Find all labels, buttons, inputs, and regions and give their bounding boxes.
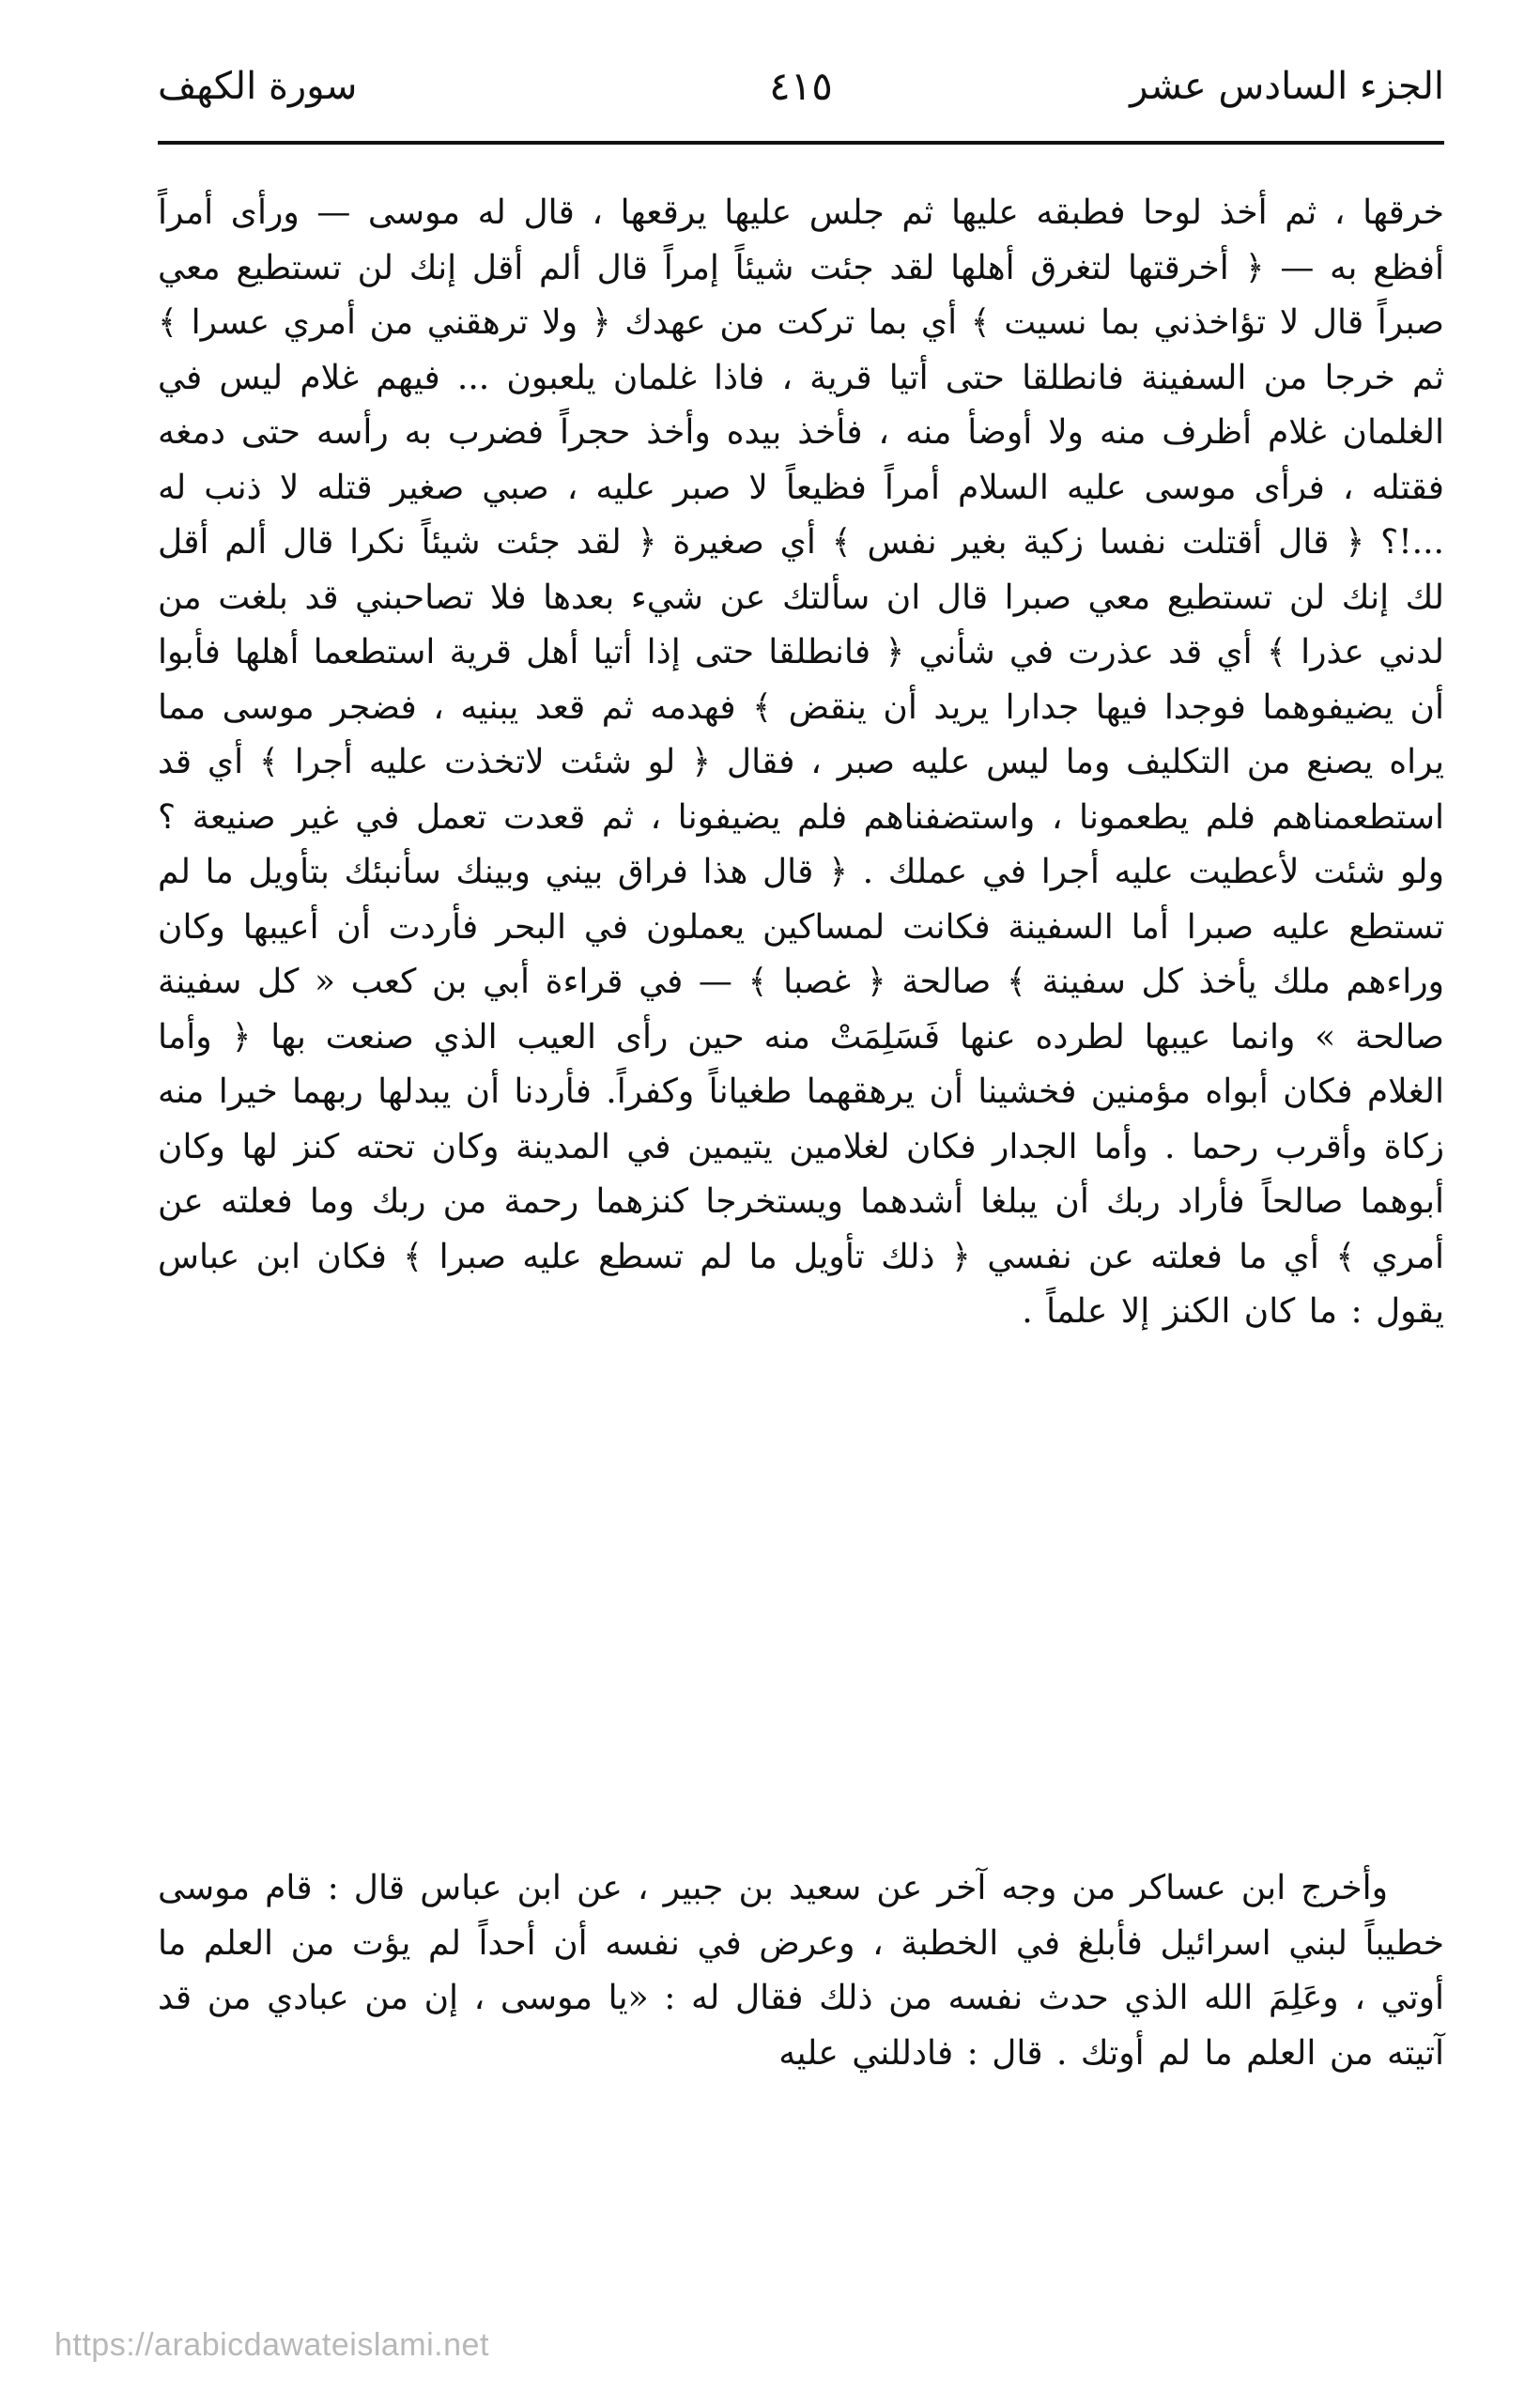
watermark-url: https://arabicdawateislami.net xyxy=(54,2327,489,2363)
paragraph: خرقها ، ثم أخذ لوحا فطبقه عليها ثم جلس عليها يرقعها ، قال له موسى — ورأى أمراً أفظع به — ﴿ أخرقتها لتغرق أهلها لقد جئت شيئاً إمراً قال ألم أقل إنك لن تستطيع معي صبراً قال لا تؤاخذني بما نسيت ﴾ أي بما تركت من عهدك ﴿ ولا ترهقني من أمري عسرا ﴾ ثم خرجا من السفينة فانطلقا حتى أتيا قرية ، فاذا غلمان يلعبون ... فيهم غلام ليس في الغلمان غلام أظرف منه ولا أوضأ منه ، فأخذ بيده وأخذ حجراً فضرب به رأسه حتى دمغه فقتله ، فرأى موسى عليه السلام أمراً فظيعاً لا صبر عليه ، صبي صغير قتله لا ذنب له ...!؟ ﴿ قال أقتلت نفسا زكية بغير نفس ﴾ أي صغيرة ﴿ لقد جئت شيئاً نكرا قال ألم أقل لك إنك لن تستطيع معي صبرا قال ان سألتك عن شيء بعدها فلا تصاحبني قد بلغت من لدني عذرا ﴾ أي قد عذرت في شأني ﴿ فانطلقا حتى إذا أتيا أهل قرية استطعما أهلها فأبوا أن يضيفوهما فوجدا فيها جدارا يريد أن ينقض ﴾ فهدمه ثم قعد يبنيه ، فضجر موسى مما يراه يصنع من التكليف وما ليس عليه صبر ، فقال ﴿ لو شئت لاتخذت عليه أجرا ﴾ أي قد استطعمناهم فلم يطعمونا ، واستضفناهم فلم يضيفونا ، ثم قعدت تعمل في غير صنيعة ؟ ولو شئت لأعطيت عليه أجرا في عملك . ﴿ قال هذا فراق بيني وبينك سأنبئك بتأويل ما لم تستطع عليه صبرا أما السفينة فكانت لمساكين يعملون في البحر فأردت أن أعيبها وكان وراءهم ملك يأخذ كل سفينة ﴾ صالحة ﴿ غصبا ﴾ — في قراءة أبي بن كعب « كل سفينة صالحة » وانما عيبها لطرده عنها فَسَلِمَتْ منه حين رأى العيب الذي صنعت بها ﴿ وأما الغلام فكان أبواه مؤمنين فخشينا أن يرهقهما طغياناً وكفراً. فأردنا أن يبدلها ربهما خيرا منه زكاة وأقرب رحما . وأما الجدار فكان لغلامين يتيمين في المدينة وكان تحته كنز لها وكان أبوهما صالحاً فأراد ربك أن يبلغا أشدهما ويستخرجا كنزهما رحمة من ربك وما فعلته عن أمري ﴾ أي ما فعلته عن نفسي ﴿ ذلك تأويل ما لم تسطع عليه صبرا ﴾ فكان ابن عباس يقول : ما كان الكنز إلا علماً . xyxy=(158,193,1444,1331)
page-number: ٤١٥ xyxy=(769,63,833,109)
page-header xyxy=(158,58,1444,143)
header-rule xyxy=(158,141,1444,145)
part-title: الجزء السادس عشر xyxy=(1130,65,1444,108)
second-text xyxy=(158,1861,1444,2265)
paragraph: وأخرج ابن عساكر من وجه آخر عن سعيد بن جبير ، عن ابن عباس قال : قام موسى خطيباً لبني اسرائيل فأبلغ في الخطبة ، وعرض في نفسه أن أحداً لم يؤت من العلم ما أوتي ، وعَلِمَ الله الذي حدث نفسه من ذلك فقال له : «يا موسى ، إن من عبادي من قد آتيته من العلم ما لم أوتك . قال : فادللني عليه xyxy=(158,1869,1444,2073)
surah-title: سورة الكهف xyxy=(158,65,358,108)
main-text xyxy=(158,186,1444,1848)
